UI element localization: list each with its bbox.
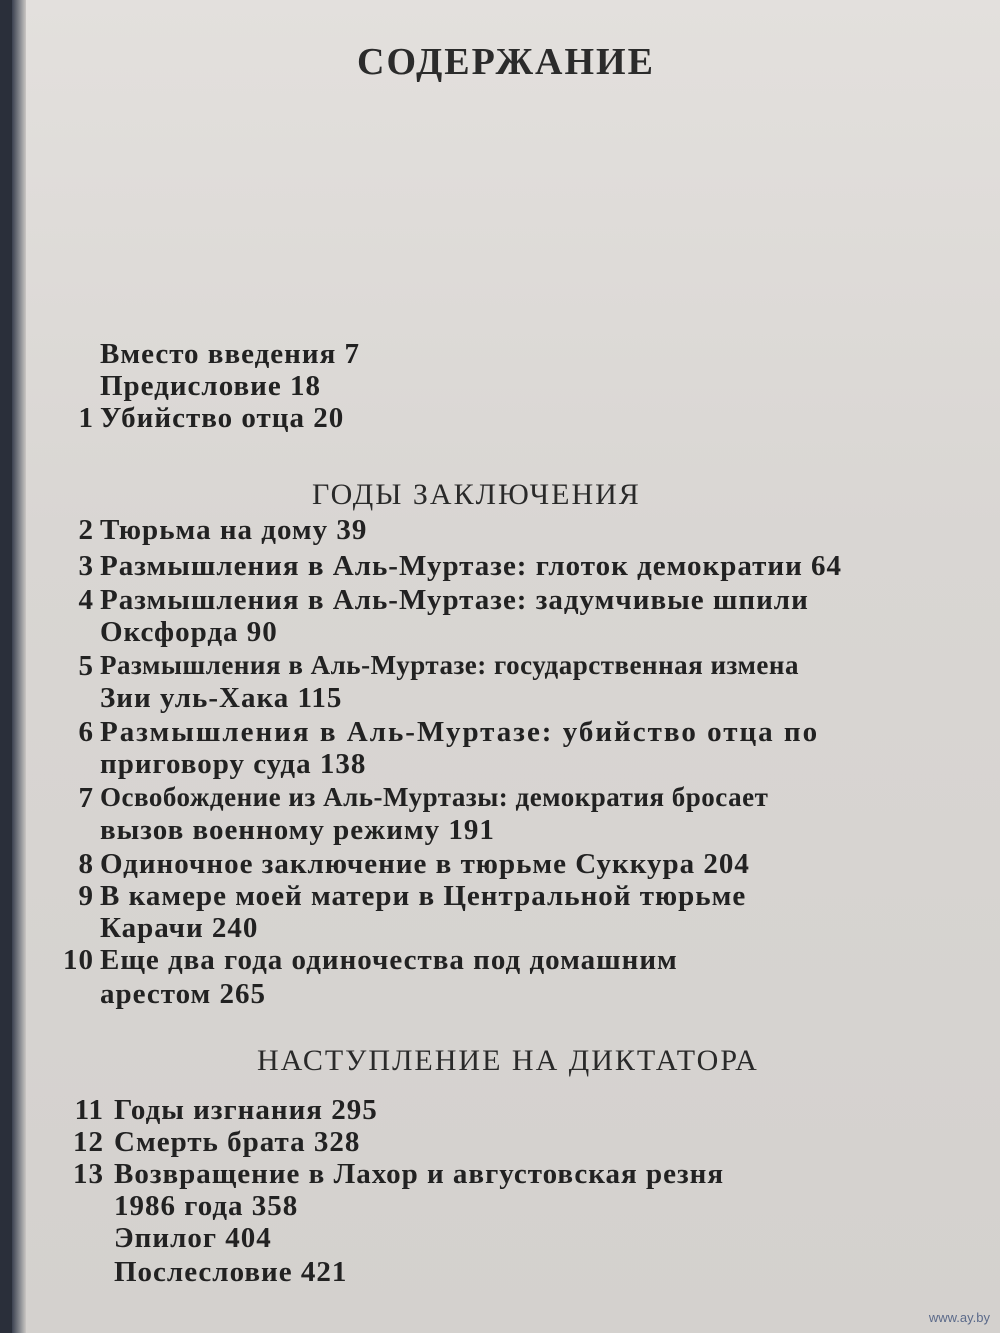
- chapter-number: 3: [78, 550, 94, 582]
- toc-entry-text: приговору суда 138: [100, 748, 367, 780]
- chapter-number: 10: [63, 944, 94, 976]
- toc-entry-text: арестом 265: [100, 978, 267, 1010]
- toc-entry-text: Тюрьма на дому 39: [100, 514, 368, 546]
- toc-entry-text: 1986 года 358: [114, 1190, 299, 1222]
- toc-entry-text: Предисловие 18: [100, 370, 321, 402]
- toc-entry-text: Еще два года одиночества под домашним: [100, 944, 678, 976]
- chapter-number: 4: [78, 584, 94, 616]
- watermark: www.ay.by: [928, 1310, 990, 1325]
- chapter-number: 8: [78, 848, 94, 880]
- book-page: [12, 0, 1000, 1333]
- chapter-number: 9: [78, 880, 94, 912]
- toc-entry-text: Эпилог 404: [114, 1222, 272, 1254]
- toc-entry-text: Размышления в Аль-Муртазе: государственная измена: [100, 650, 799, 680]
- toc-entry-text: Оксфорда 90: [100, 616, 278, 648]
- toc-entry-text: Освобождение из Аль-Муртазы: демократия бросает: [100, 782, 769, 812]
- section-heading-imprisonment: ГОДЫ ЗАКЛЮЧЕНИЯ: [312, 478, 641, 511]
- toc-entry-text: Размышления в Аль-Муртазе: задумчивые шпили: [100, 584, 809, 616]
- chapter-number: 13: [73, 1158, 104, 1190]
- chapter-number: 6: [78, 716, 94, 748]
- toc-entry-text: Послесловие 421: [114, 1256, 348, 1288]
- toc-entry-text: Зии уль-Хака 115: [100, 682, 343, 714]
- toc-entry-text: Смерть брата 328: [114, 1126, 361, 1158]
- page-edge: [12, 0, 26, 1333]
- toc-entry-text: Возвращение в Лахор и августовская резня: [114, 1158, 725, 1190]
- chapter-number: 5: [78, 650, 94, 682]
- toc-entry-text: Убийство отца 20: [100, 402, 345, 434]
- toc-entry-text: Одиночное заключение в тюрьме Суккура 204: [100, 848, 750, 880]
- chapter-number: 7: [78, 782, 94, 814]
- section-heading-dictator: НАСТУПЛЕНИЕ НА ДИКТАТОРА: [257, 1044, 759, 1077]
- toc-entry-text: Годы изгнания 295: [114, 1094, 378, 1126]
- chapter-number: 12: [73, 1126, 104, 1158]
- toc-entry-text: В камере моей матери в Центральной тюрьме: [100, 880, 747, 912]
- toc-entry-text: Размышления в Аль-Муртазе: глоток демократии 64: [100, 550, 843, 582]
- toc-entry-text: Карачи 240: [100, 912, 259, 944]
- toc-entry-text: Размышления в Аль-Муртазе: убийство отца по: [100, 716, 820, 748]
- chapter-number: 11: [74, 1094, 104, 1126]
- chapter-number: 2: [78, 514, 94, 546]
- chapter-number: 1: [78, 402, 94, 434]
- toc-entry-text: Вместо введения 7: [100, 338, 361, 370]
- toc-entry-text: вызов военному режиму 191: [100, 814, 495, 846]
- page-title: СОДЕРЖАНИЕ: [357, 41, 655, 83]
